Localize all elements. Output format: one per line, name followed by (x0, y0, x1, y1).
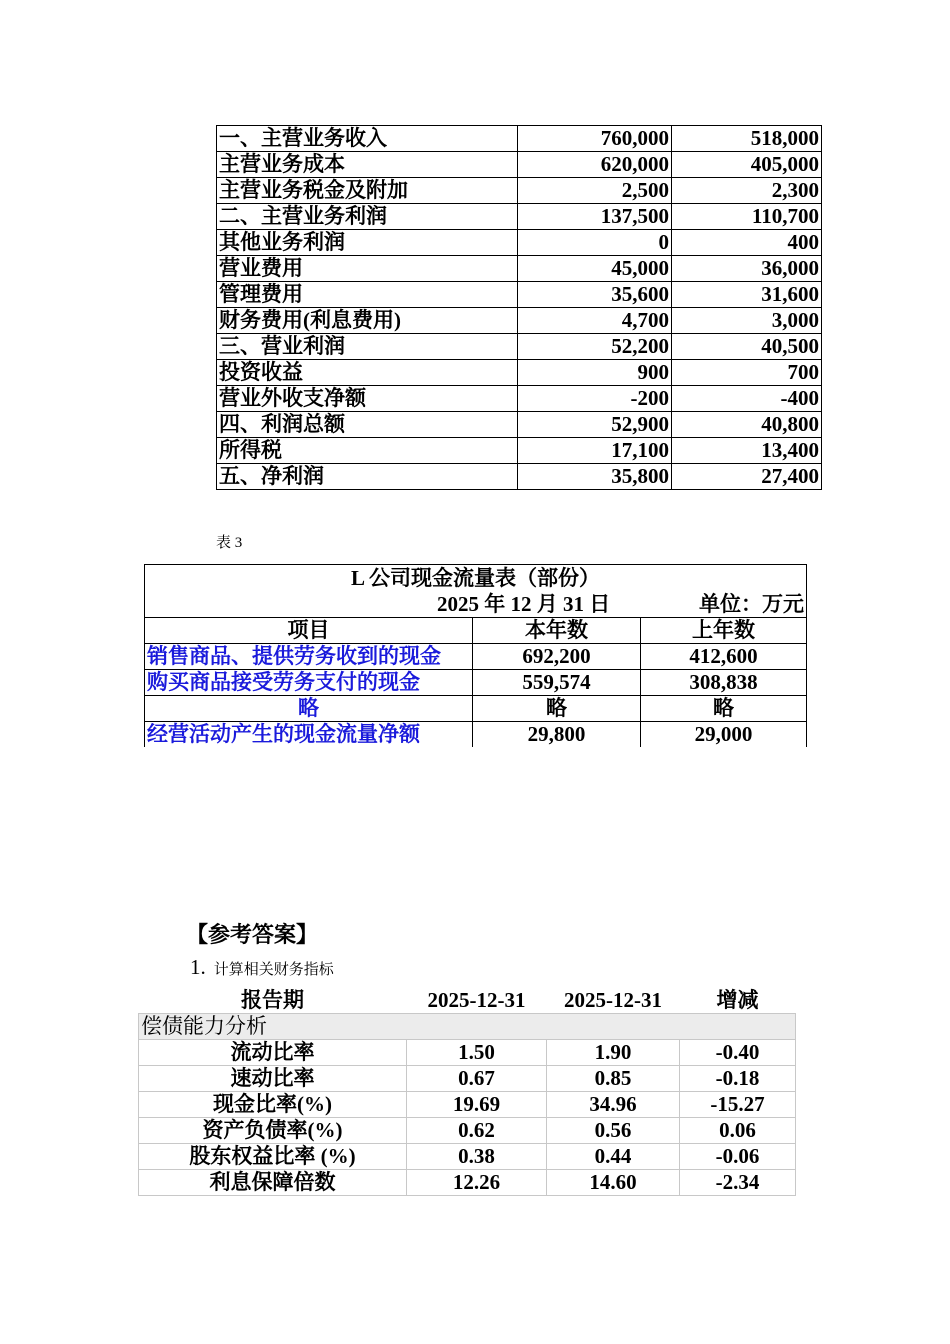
row-label: 二、主营业务利润 (217, 204, 518, 230)
ratio-diff: -15.27 (680, 1092, 796, 1118)
table-row (217, 230, 822, 256)
prior-value: 36,000 (672, 256, 822, 282)
item-link[interactable]: 购买商品接受劳务支付的现金 (145, 670, 473, 696)
table-row (217, 126, 822, 152)
prior-value: 700 (672, 360, 822, 386)
column-header: 项目 (145, 618, 473, 644)
column-header: 上年数 (641, 618, 807, 644)
ratio-diff: -0.06 (680, 1144, 796, 1170)
item-link[interactable]: 销售商品、提供劳务收到的现金 (145, 644, 473, 670)
ratio-name: 资产负债率(%) (139, 1118, 407, 1144)
prior-value: 31,600 (672, 282, 822, 308)
table-row (217, 360, 822, 386)
current-value: -200 (518, 386, 672, 412)
row-label: 管理费用 (217, 282, 518, 308)
table-row (139, 1040, 796, 1066)
item-text: 计算相关财务指标 (213, 962, 334, 978)
table-row (139, 1066, 796, 1092)
current-value: 900 (518, 360, 672, 386)
ratio-value-b: 0.56 (547, 1118, 680, 1144)
ratio-name: 现金比率(%) (139, 1092, 407, 1118)
row-label: 主营业务税金及附加 (217, 178, 518, 204)
section-row (139, 1014, 796, 1040)
header-row (145, 618, 807, 644)
current-value: 52,200 (518, 334, 672, 360)
table-row (139, 1144, 796, 1170)
ratios-table (138, 988, 796, 1196)
ratio-value-a: 12.26 (407, 1170, 547, 1196)
ratio-diff: -0.18 (680, 1066, 796, 1092)
table-row (145, 696, 807, 722)
prior-value: 40,800 (672, 412, 822, 438)
table-row (217, 464, 822, 490)
current-value: 略 (473, 696, 641, 722)
column-header: 2025-12-31 (547, 988, 680, 1014)
row-label: 主营业务成本 (217, 152, 518, 178)
prior-value: 400 (672, 230, 822, 256)
row-label: 投资收益 (217, 360, 518, 386)
column-header: 本年数 (473, 618, 641, 644)
ratio-value-a: 0.62 (407, 1118, 547, 1144)
current-value: 35,600 (518, 282, 672, 308)
current-value: 0 (518, 230, 672, 256)
prior-value: 405,000 (672, 152, 822, 178)
current-value: 760,000 (518, 126, 672, 152)
ratio-value-a: 0.67 (407, 1066, 547, 1092)
current-value: 137,500 (518, 204, 672, 230)
prior-value: 27,400 (672, 464, 822, 490)
ratio-value-b: 0.44 (547, 1144, 680, 1170)
current-value: 45,000 (518, 256, 672, 282)
item-link[interactable]: 经营活动产生的现金流量净额 (145, 722, 473, 748)
table-row (217, 386, 822, 412)
date-row (145, 591, 807, 618)
table-row (217, 412, 822, 438)
ratio-value-a: 19.69 (407, 1092, 547, 1118)
table-row (217, 178, 822, 204)
prior-value: 2,300 (672, 178, 822, 204)
ratio-name: 流动比率 (139, 1040, 407, 1066)
table-caption: 表 3 (216, 535, 243, 551)
ratio-value-b: 0.85 (547, 1066, 680, 1092)
unit-label: 单位：万元 (699, 592, 804, 616)
row-label: 所得税 (217, 438, 518, 464)
ratio-value-a: 1.50 (407, 1040, 547, 1066)
ratio-value-a: 0.38 (407, 1144, 547, 1170)
ratio-name: 股东权益比率 (%) (139, 1144, 407, 1170)
current-value: 692,200 (473, 644, 641, 670)
table-row (145, 722, 807, 748)
numbered-item (190, 955, 334, 980)
answer-heading: 【参考答案】 (186, 922, 319, 947)
table-row (139, 1118, 796, 1144)
prior-value: 518,000 (672, 126, 822, 152)
table-row (145, 670, 807, 696)
row-label: 营业费用 (217, 256, 518, 282)
ratio-name: 速动比率 (139, 1066, 407, 1092)
cash-flow-title: L 公司现金流量表（部份） (145, 565, 807, 592)
item-number: 1. (190, 955, 206, 979)
current-value: 620,000 (518, 152, 672, 178)
prior-value: 3,000 (672, 308, 822, 334)
table-row (217, 438, 822, 464)
prior-value: 13,400 (672, 438, 822, 464)
row-label: 财务费用(利息费用) (217, 308, 518, 334)
prior-value: -400 (672, 386, 822, 412)
column-header: 报告期 (139, 988, 407, 1014)
row-label: 其他业务利润 (217, 230, 518, 256)
prior-value: 308,838 (641, 670, 807, 696)
prior-value: 412,600 (641, 644, 807, 670)
table-row (217, 256, 822, 282)
current-value: 2,500 (518, 178, 672, 204)
ratio-diff: -0.40 (680, 1040, 796, 1066)
title-row (145, 565, 807, 592)
ratio-value-b: 34.96 (547, 1092, 680, 1118)
table-row (139, 1170, 796, 1196)
statement-date: 2025 年 12 月 31 日 (437, 592, 611, 616)
prior-value: 40,500 (672, 334, 822, 360)
row-label: 营业外收支净额 (217, 386, 518, 412)
column-header: 增减 (680, 988, 796, 1014)
current-value: 17,100 (518, 438, 672, 464)
income-statement-table (216, 125, 822, 490)
prior-value: 110,700 (672, 204, 822, 230)
table-row (217, 334, 822, 360)
current-value: 35,800 (518, 464, 672, 490)
table-row (217, 308, 822, 334)
cash-flow-table (144, 564, 807, 747)
column-header: 2025-12-31 (407, 988, 547, 1014)
row-label: 一、主营业务收入 (217, 126, 518, 152)
item-link[interactable]: 略 (145, 696, 473, 722)
header-row (139, 988, 796, 1014)
ratio-diff: 0.06 (680, 1118, 796, 1144)
section-title: 偿债能力分析 (139, 1014, 796, 1040)
prior-value: 略 (641, 696, 807, 722)
ratio-diff: -2.34 (680, 1170, 796, 1196)
date-unit-cell (145, 591, 807, 618)
table-row (217, 204, 822, 230)
row-label: 四、利润总额 (217, 412, 518, 438)
current-value: 559,574 (473, 670, 641, 696)
ratio-name: 利息保障倍数 (139, 1170, 407, 1196)
ratio-value-b: 1.90 (547, 1040, 680, 1066)
current-value: 52,900 (518, 412, 672, 438)
current-value: 4,700 (518, 308, 672, 334)
table-row (217, 152, 822, 178)
ratio-value-b: 14.60 (547, 1170, 680, 1196)
table-row (139, 1092, 796, 1118)
current-value: 29,800 (473, 722, 641, 748)
table-row (217, 282, 822, 308)
row-label: 三、营业利润 (217, 334, 518, 360)
table-row (145, 644, 807, 670)
row-label: 五、净利润 (217, 464, 518, 490)
prior-value: 29,000 (641, 722, 807, 748)
